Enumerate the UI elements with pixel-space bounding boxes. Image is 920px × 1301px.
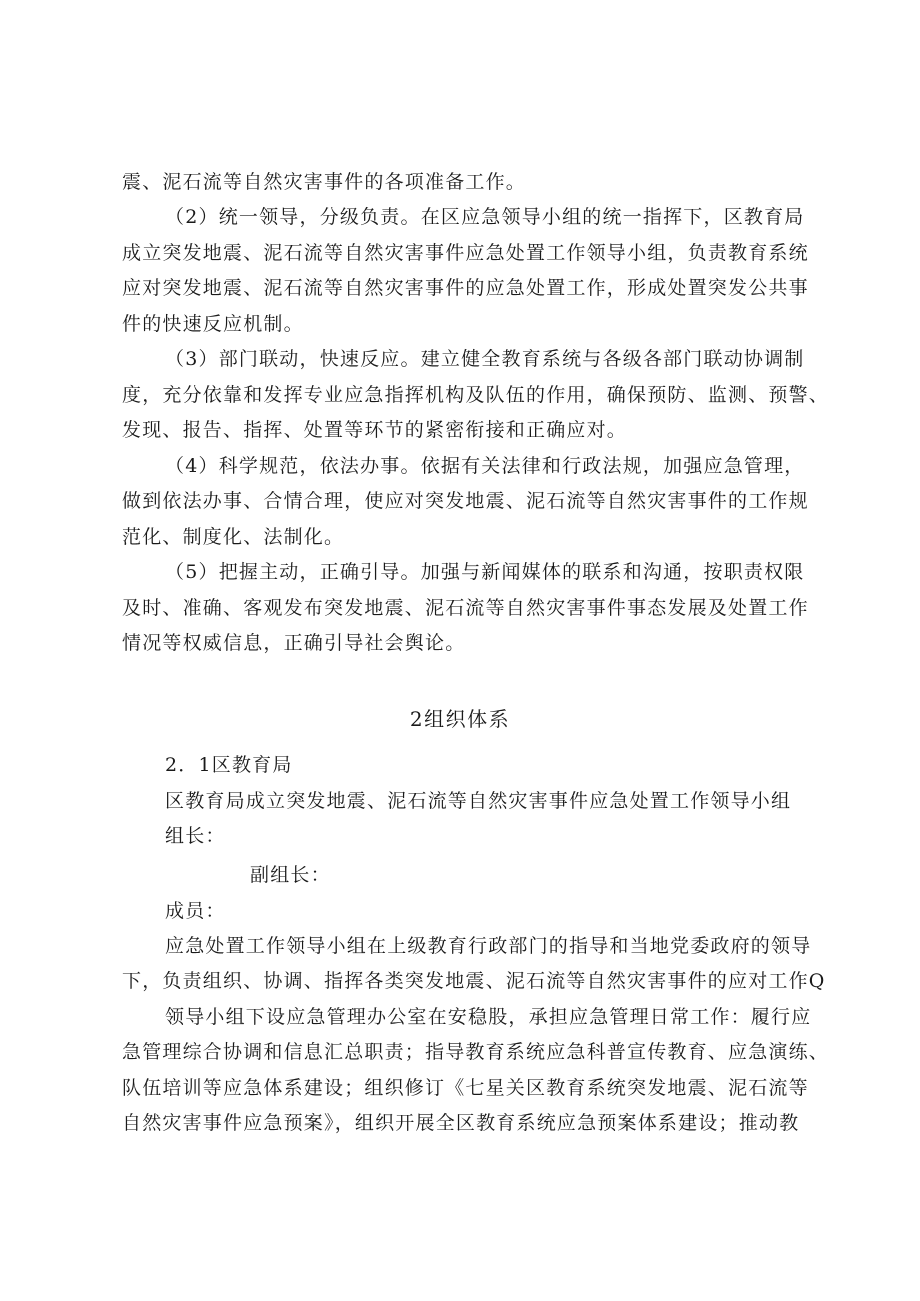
text-line: 发现、报告、指挥、处置等环节的紧密衔接和正确应对。: [122, 419, 628, 441]
text-line: 副组长：: [250, 864, 331, 886]
text-line: 件的快速反应机制。: [122, 313, 304, 335]
text-line: 度，充分依靠和发挥专业应急指挥机构及队伍的作用，确保预防、监测、预警、: [122, 384, 830, 406]
sub-heading: 2．1区教育局: [165, 754, 293, 776]
text-line: 震、泥石流等自然灾害事件的各项准备工作。: [122, 171, 527, 193]
text-line: 组长：: [165, 825, 226, 847]
text-line: （2）统一领导，分级负责。在区应急领导小组的统一指挥下，区教育局: [165, 206, 805, 228]
text-line: 成员：: [165, 900, 226, 922]
text-line: 队伍培训等应急体系建设；组织修订《七星关区教育系统突发地震、泥石流等: [122, 1077, 809, 1099]
text-line: 自然灾害事件应急预案》，组织开展全区教育系统应急预案体系建设；推动教: [122, 1112, 800, 1134]
text-line: 区教育局成立突发地震、泥石流等自然灾害事件应急处置工作领导小组: [165, 790, 792, 812]
text-line: 成立突发地震、泥石流等自然灾害事件应急处置工作领导小组，负责教育系统: [122, 242, 809, 264]
text-line: （4）科学规范，依法办事。依据有关法律和行政法规，加强应急管理，: [165, 455, 805, 477]
text-line: 情况等权威信息，正确引导社会舆论。: [122, 632, 466, 654]
section-heading: 2组织体系: [409, 707, 511, 731]
text-line: （3）部门联动，快速反应。建立健全教育系统与各级各部门联动协调制: [165, 348, 805, 370]
text-line: 急管理综合协调和信息汇总职责；指导教育系统应急科普宣传教育、应急演练、: [122, 1041, 830, 1063]
text-line: 应对突发地震、泥石流等自然灾害事件的应急处置工作，形成处置突发公共事: [122, 277, 809, 299]
text-line: （5）把握主动，正确引导。加强与新闻媒体的联系和沟通，按职责权限: [165, 561, 805, 583]
text-line: 应急处置工作领导小组在上级教育行政部门的指导和当地党委政府的领导: [165, 935, 812, 957]
text-line: 下，负责组织、协调、指挥各类突发地震、泥石流等自然灾害事件的应对工作Q: [122, 970, 826, 992]
text-line: 领导小组下设应急管理办公室在安稳股，承担应急管理日常工作：履行应: [165, 1006, 812, 1028]
text-line: 及时、准确、客观发布突发地震、泥石流等自然灾害事件事态发展及处置工作: [122, 597, 809, 619]
text-line: 做到依法办事、合情合理，使应对突发地震、泥石流等自然灾害事件的工作规: [122, 490, 809, 512]
text-line: 范化、制度化、法制化。: [122, 526, 345, 548]
